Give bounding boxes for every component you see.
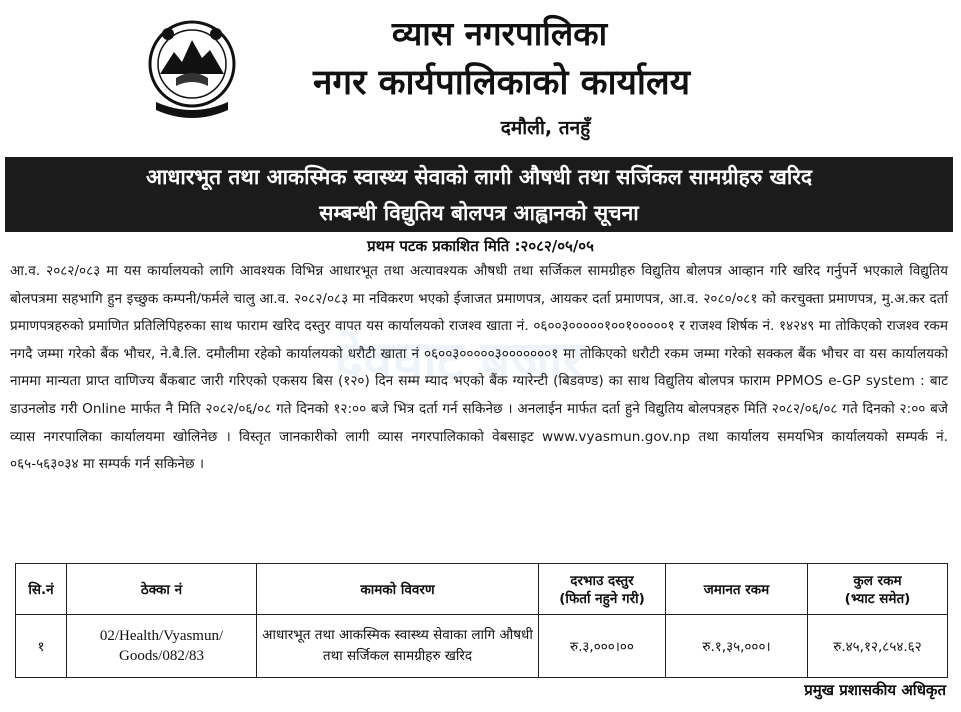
office-address: दमौली, तनहुँ — [500, 117, 591, 139]
notice-title-line-1: आधारभूत तथा आकस्मिक स्वास्थ्य सेवाको लागी औषधी तथा सर्जिकल सामग्रीहरु खरिद — [145, 165, 813, 189]
notice-body: आ.व. २०८२/०८३ मा यस कार्यालयको लागि आवश्यक विभिन्न आधारभूत तथा अत्यावश्यक औषधी तथा सर्जिकल सामग्रीहरु विद्युतिय बोलपत्र आव्हान गरि खरिद गर्नुपर्ने भएकाले विद्युतिय बोलपत्रमा सहभागि हुन इच्छुक कम्पनी/फर्मले चालु आ.व. २०८२/०८३ मा नविकरण भएको ईजाजत प्रमाणपत्र, आयकर दर्ता प्रमाणपत्र, आ.व. २०८०/०८१ को करचुक्ता प्रमाणपत्र, मु.अ.कर दर्ता प्रमाणपत्रहरुको प्रमाणित प्रतिलिपिहरुका साथ फाराम खरिद दस्तुर वापत यस कार्यालयको राजश्व खाता नं. ०६००३०००००१००१०००००१ र राजश्व शिर्षक नं. १४२४९ मा तोकिएको राजश्व रकम नगदै जम्मा गरेको बैंक भौचर, ने.बै.लि. दमौलीमा रहेको कार्यालयको धरौटी खाता नं ०६००३०००००३०००००००१ मा तोकिएको धरौटी रकम जम्मा गरेको सक्कल बैंक भौचर वा यस कार्यालयको नाममा मान्यता प्राप्त वाणिज्य बैंकबाट जारी गरिएको एकसय बिस (१२०) दिन सम्म म्याद भएको बैंक ग्यारेन्टी (बिडवण्ड) का साथ विद्युतिय बोलपत्र फाराम PPMOS e-GP system : बाट डाउनलोड गरी Online मार्फत नै मिति २०८२/०६/०८ गते दिनको १२:०० बजे भित्र दर्ता गर्न सकिनेछ । अनलाईन मार्फत दर्ता हुने विद्युतिय बोलपत्रहरु मिति २०८२/०६/०८ गते दिनको २:०० बजे व्यास नगरपालिका कार्यालयमा खोलिनेछ । विस्तृत जानकारीको लागी व्यास नगरपालिकाको वेबसाइट www.vyasmun.gov.np तथा कार्यालय समयभित्र कार्यालयको सम्पर्क नं. ०६५-५६३०३४ मा सम्पर्क गर्न सकिनेछ । — [10, 263, 948, 473]
publication-date — [0, 236, 961, 256]
cell-total: रु.४५,१२,८५४.६२ — [808, 615, 948, 678]
header-description: कामको विवरण — [257, 564, 539, 615]
header-fee — [539, 564, 666, 615]
cell-security: रु.१,३५,०००। — [666, 615, 808, 678]
header-contract-no: ठेक्का नं — [67, 564, 257, 615]
publication-date-value: २०८२/०५/०५ — [520, 237, 594, 255]
table-header-row — [16, 564, 948, 615]
cell-fee: रु.३,०००।०० — [539, 615, 666, 678]
office-name: नगर कार्यपालिकाको कार्यालय — [312, 63, 691, 103]
header-total-line-2: (भ्याट समेत) — [844, 591, 911, 607]
header-total-line-1: कुल रकम — [853, 573, 902, 589]
cell-sn: १ — [16, 615, 67, 678]
header-sn: सि.नं — [16, 564, 67, 615]
signatory-title: प्रमुख प्रशासकीय अधिकृत — [804, 681, 946, 699]
header-fee-line-1: दरभाउ दस्तुर — [570, 573, 634, 589]
header-fee-line-2: (फिर्ता नहुने गरी) — [559, 591, 645, 607]
header-security: जमानत रकम — [666, 564, 808, 615]
table-row — [16, 615, 948, 678]
org-name: व्यास नगरपालिका — [391, 14, 608, 53]
header-total — [808, 564, 948, 615]
publication-date-label: प्रथम पटक प्रकाशित मिति : — [367, 237, 521, 255]
cell-description: आधारभूत तथा आकस्मिक स्वास्थ्य सेवाका लागि औषधी तथा सर्जिकल सामग्रीहरु खरिद — [257, 615, 539, 678]
watermark-text: देवघाट बजार — [335, 331, 585, 391]
notice-title-line-2: सम्बन्धी विद्युतिय बोलपत्र आह्वानको सूचना — [319, 201, 639, 225]
cell-contract-no: 02/Health/Vyasmun/ Goods/082/83 — [67, 615, 257, 678]
tender-table — [15, 563, 948, 678]
notice-title-banner — [5, 157, 953, 232]
